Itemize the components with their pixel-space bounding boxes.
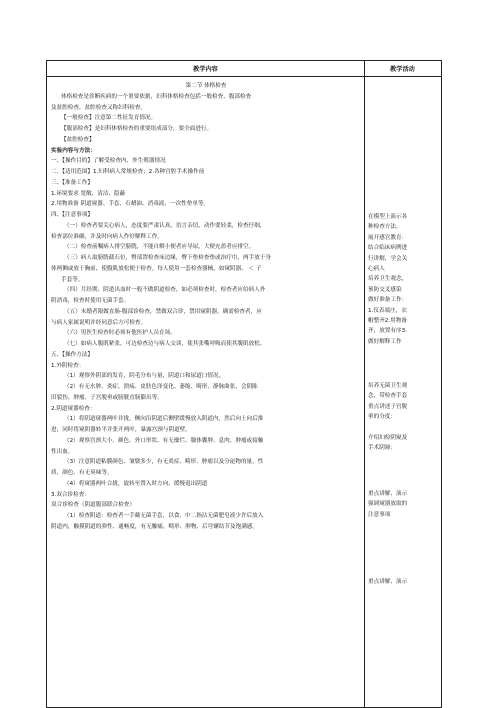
content-line: 第二节 体格检查	[185, 83, 227, 89]
content-line: 【腹部检查】是妇科体格检查的重要组成部分，要全面进行。	[61, 126, 213, 132]
content-line: （三）病人取膀胱截石位，臀部置检查床边缘，臀下垫检查垫或治疗巾，两手放于身	[64, 255, 271, 261]
activity-line: 预防交叉感染	[368, 286, 402, 293]
activity-line: 重点讲解、演示	[368, 579, 408, 585]
content-line: 旧裂伤、肿瘤、子宫脱垂或膀胱直肠膨出等。	[51, 394, 163, 401]
activity-block	[368, 577, 440, 587]
content-line: 体两侧或放于胸前，使腹肌放松便于检查。每人使用一套检查器械，如窥阴器、 ＜ 子	[51, 265, 262, 272]
activity-block	[368, 433, 440, 454]
activity-block	[368, 489, 440, 520]
activity-line: 在模型上演示各	[368, 214, 408, 220]
column-divider	[364, 61, 365, 707]
content-line: （1）观察外阴部的发育，阴毛分布与量，阴道口和尿道口情况。	[64, 373, 225, 380]
content-line: 一、【操作目的】了解受检查内、外生殖器情况	[51, 158, 166, 165]
content-line: （七）如病人腹肌紧张，可边检查边与病人交谈，使其张嘴呼吸而使其腹肌放松。	[64, 341, 266, 347]
content-line: 二、【适用范围】1.妇科病人常规检查；2.各种宫腔手术操作前	[51, 169, 205, 175]
activity-block	[368, 381, 440, 423]
content-line: （2）观察宫颈大小、颜色、外口形状、有无糜烂、腺体囊肿、息肉、肿瘤或接触	[64, 437, 264, 444]
header-teaching-content: 教学内容	[47, 61, 364, 77]
content-line: 3.双合诊检查：	[51, 491, 90, 498]
activity-line: 垂的分度：	[368, 414, 396, 421]
activity-line: 重点讲述子宫脱	[368, 403, 408, 410]
content-line: （2）有无水肿、炎症、溃疡、皮肤色泽变化、萎缩、畸形、静脉曲张、会阴陈	[64, 384, 258, 390]
content-line: 阴消毒，检查时使用无菌手套。	[51, 298, 130, 304]
activity-line: 展开感官教育：	[368, 234, 408, 241]
activity-line: 注意事项	[368, 511, 391, 518]
activity-line: 念，带检查手套	[368, 393, 408, 400]
content-line: 四、【注意事项】	[51, 212, 93, 218]
content-line: （4）将窥器两叶合拢，旋转至置入时方向，缓慢退出阴道	[64, 480, 208, 487]
content-line: 1.环境要求 宽敞、清洁、隐蔽	[51, 190, 126, 197]
activity-block	[368, 212, 440, 347]
content-line: 体格检查是诊断疾病的一个重要依据，妇科体格检查包括一般检查、腹部检查	[61, 93, 252, 100]
activity-line: 手术阴窥：	[368, 445, 396, 452]
teaching-content-body	[51, 81, 361, 533]
activity-line: 1.仪表端庄，衣	[368, 307, 407, 314]
activity-line: 结合临床病例进	[368, 245, 408, 252]
content-line: （五）未婚者限做直肠-腹部诊检查，禁做双合诊，禁用窥阴器，确需检查者，应	[64, 308, 262, 315]
content-line: （1）将阴道窥器两叶并拢，侧向沿阴道后侧壁缓慢放入阴道内，然后向上向后推	[64, 416, 264, 423]
activity-line: 做好解释工作	[368, 338, 402, 345]
activity-line: 培养卫生观念，	[368, 276, 408, 283]
content-line: 2.阴道窥器检查：	[51, 405, 96, 412]
content-line: 三、【准备工作】	[51, 179, 93, 186]
activity-line: 做好准备工作：	[368, 297, 408, 304]
activity-line: 种检查方法，	[368, 224, 402, 231]
content-line: 2.用物准备 阴道窥器、手套、石蜡油、消毒液、一次性垫单等。	[51, 201, 210, 208]
content-line: （1）检查阴道：检查者一手戴无菌手套，以食、中二指沾无菌肥皂液少许后放入	[64, 513, 264, 519]
activity-line: 培养无菌卫生观	[368, 383, 408, 389]
content-line: （二）检查前嘱病人排空膀胱，不能自解小便者应导尿，大便充盈者应排空。	[64, 244, 255, 251]
content-line: （四）月经期、阴道出血时一般不做阴道检查，如必须检查时，检查者应给病人外	[64, 287, 266, 294]
activity-line: 介绍妇检阴窥及	[368, 435, 408, 441]
activity-line: 强调窥器放取的	[368, 501, 408, 508]
header-teaching-activity: 教学活动	[364, 61, 441, 77]
lesson-table	[46, 60, 442, 708]
content-line: 五、【操作方法】	[51, 351, 93, 358]
content-line: 与病人家属说明并经同意后方可检查。	[51, 319, 147, 326]
activity-line: 帽整齐2.用物备	[368, 318, 407, 325]
content-line: （一）检查者要关心病人，态度要严肃认真，语言亲切，动作要轻柔，检查仔细，	[64, 222, 266, 229]
activity-line: 重点讲解、演示	[368, 491, 408, 497]
content-line: 检查部位准确，并及时向病人作好解释工作。	[51, 233, 163, 240]
content-line: 手套等。	[61, 276, 84, 283]
content-line: （六）男医生检查时必须有他医护人员在场。	[64, 330, 176, 337]
content-line: 阴道内，触摸阴道的弹性、通畅度，有无触痛，畸形、肿物、后穹窿结节及饱满感。	[51, 523, 258, 530]
content-line: （3）注意阴道粘膜颜色、皱襞多少，有无炎症、畸形、肿瘤以及分泌物的量、性	[64, 459, 264, 466]
content-line: 质、颜色、有无臭味等。	[51, 470, 113, 476]
content-line: 双合诊检查（阴道腹部联合检查）	[51, 502, 135, 509]
content-line: 1.外阴检查：	[51, 362, 85, 369]
content-line: 【一般检查】注意第二性征发育情况。	[61, 115, 157, 122]
content-line: 性出血。	[51, 448, 74, 455]
content-line: 进，同时将窥阴器转平并张开两叶，暴露宫颈与阴道壁。	[51, 427, 191, 433]
activity-line: 心病人	[368, 266, 385, 273]
content-line: 【盆腔检查】	[61, 136, 95, 143]
content-line: 及盆腔检查，盆腔检查又称妇科检查。	[51, 104, 147, 111]
content-line: 实验内容与方法：	[51, 147, 96, 154]
activity-line: 齐，放置有序3.	[368, 328, 407, 335]
activity-line: 行讲解，学会关	[368, 255, 408, 262]
